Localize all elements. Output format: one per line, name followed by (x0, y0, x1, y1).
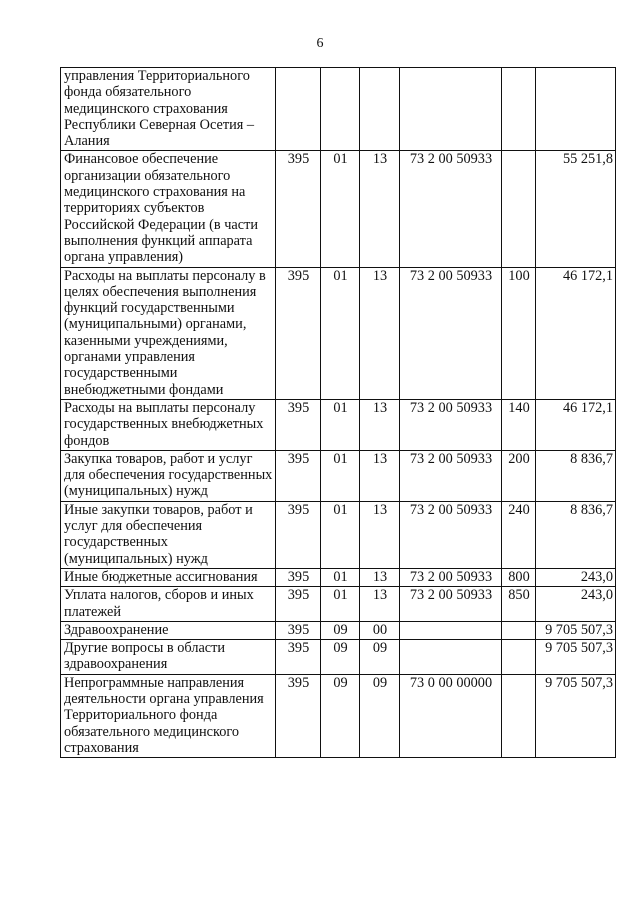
table-row (61, 674, 616, 757)
row-sum-cell: 243,0 (536, 568, 616, 586)
table-row (61, 621, 616, 639)
budget-table (60, 67, 616, 758)
row-gr-cell: 395 (276, 568, 321, 586)
row-name-cell: Здравоохранение (61, 621, 276, 639)
row-gr-cell: 395 (276, 151, 321, 267)
row-name-cell: Финансовое обеспечение организации обязательного медицинского страхования на территориях субъектов Российской Федерации (в части выполнения функций аппарата органа управления) (61, 151, 276, 267)
row-cs-cell (400, 68, 502, 151)
row-gr-cell: 395 (276, 640, 321, 675)
row-cs-cell (400, 621, 502, 639)
row-rz-cell: 01 (321, 267, 360, 399)
row-vr-cell: 200 (502, 450, 536, 501)
row-pr-cell: 13 (360, 151, 400, 267)
row-name-cell: Расходы на выплаты персоналу в целях обеспечения выполнения функций государственными (муниципальными) органами, казенными учреждениями, органами управления государственными внебюджетными фондами (61, 267, 276, 399)
row-cs-cell: 73 2 00 50933 (400, 501, 502, 568)
row-gr-cell: 395 (276, 501, 321, 568)
page-number: 6 (316, 36, 324, 51)
row-name-cell: Другие вопросы в области здравоохранения (61, 640, 276, 675)
row-sum-cell: 46 172,1 (536, 399, 616, 450)
row-name-cell: Иные бюджетные ассигнования (61, 568, 276, 586)
row-gr-cell: 395 (276, 587, 321, 622)
row-cs-cell: 73 2 00 50933 (400, 568, 502, 586)
row-vr-cell (502, 674, 536, 757)
row-pr-cell: 13 (360, 450, 400, 501)
budget-table-body (61, 68, 616, 758)
row-rz-cell: 01 (321, 501, 360, 568)
table-row (61, 587, 616, 622)
table-row (61, 501, 616, 568)
row-rz-cell: 01 (321, 450, 360, 501)
row-gr-cell: 395 (276, 450, 321, 501)
row-vr-cell (502, 68, 536, 151)
table-row (61, 640, 616, 675)
row-gr-cell: 395 (276, 267, 321, 399)
row-pr-cell: 13 (360, 568, 400, 586)
row-pr-cell: 13 (360, 587, 400, 622)
row-pr-cell: 13 (360, 267, 400, 399)
row-name-cell: Непрограммные направления деятельности органа управления Территориального фонда обязательного медицинского страхования (61, 674, 276, 757)
row-sum-cell: 8 836,7 (536, 501, 616, 568)
row-name-cell: Уплата налогов, сборов и иных платежей (61, 587, 276, 622)
row-cs-cell: 73 2 00 50933 (400, 399, 502, 450)
row-sum-cell: 8 836,7 (536, 450, 616, 501)
row-rz-cell: 09 (321, 640, 360, 675)
table-row (61, 450, 616, 501)
row-name-cell: Закупка товаров, работ и услуг для обеспечения государственных (муниципальных) нужд (61, 450, 276, 501)
row-rz-cell: 09 (321, 674, 360, 757)
row-gr-cell: 395 (276, 399, 321, 450)
row-cs-cell: 73 2 00 50933 (400, 151, 502, 267)
row-vr-cell (502, 640, 536, 675)
row-sum-cell: 46 172,1 (536, 267, 616, 399)
row-pr-cell (360, 68, 400, 151)
row-cs-cell: 73 2 00 50933 (400, 450, 502, 501)
row-cs-cell: 73 0 00 00000 (400, 674, 502, 757)
row-rz-cell: 01 (321, 568, 360, 586)
row-sum-cell: 55 251,8 (536, 151, 616, 267)
row-cs-cell: 73 2 00 50933 (400, 267, 502, 399)
row-rz-cell (321, 68, 360, 151)
table-row (61, 68, 616, 151)
row-gr-cell (276, 68, 321, 151)
row-vr-cell (502, 621, 536, 639)
row-sum-cell (536, 68, 616, 151)
row-gr-cell: 395 (276, 621, 321, 639)
row-cs-cell: 73 2 00 50933 (400, 587, 502, 622)
row-rz-cell: 01 (321, 399, 360, 450)
row-pr-cell: 13 (360, 399, 400, 450)
row-sum-cell: 9 705 507,3 (536, 640, 616, 675)
table-row (61, 568, 616, 586)
row-pr-cell: 09 (360, 674, 400, 757)
row-vr-cell (502, 151, 536, 267)
table-row (61, 151, 616, 267)
row-pr-cell: 09 (360, 640, 400, 675)
row-rz-cell: 01 (321, 151, 360, 267)
row-cs-cell (400, 640, 502, 675)
row-vr-cell: 100 (502, 267, 536, 399)
row-pr-cell: 00 (360, 621, 400, 639)
row-gr-cell: 395 (276, 674, 321, 757)
row-vr-cell: 800 (502, 568, 536, 586)
row-pr-cell: 13 (360, 501, 400, 568)
row-vr-cell: 240 (502, 501, 536, 568)
row-name-cell: управления Территориального фонда обязательного медицинского страхования Республики Северная Осетия – Алания (61, 68, 276, 151)
row-rz-cell: 01 (321, 587, 360, 622)
row-sum-cell: 9 705 507,3 (536, 674, 616, 757)
row-sum-cell: 9 705 507,3 (536, 621, 616, 639)
row-vr-cell: 850 (502, 587, 536, 622)
row-rz-cell: 09 (321, 621, 360, 639)
row-sum-cell: 243,0 (536, 587, 616, 622)
table-row (61, 399, 616, 450)
table-row (61, 267, 616, 399)
row-name-cell: Иные закупки товаров, работ и услуг для обеспечения государственных (муниципальных) нужд (61, 501, 276, 568)
row-name-cell: Расходы на выплаты персоналу государственных внебюджетных фондов (61, 399, 276, 450)
row-vr-cell: 140 (502, 399, 536, 450)
